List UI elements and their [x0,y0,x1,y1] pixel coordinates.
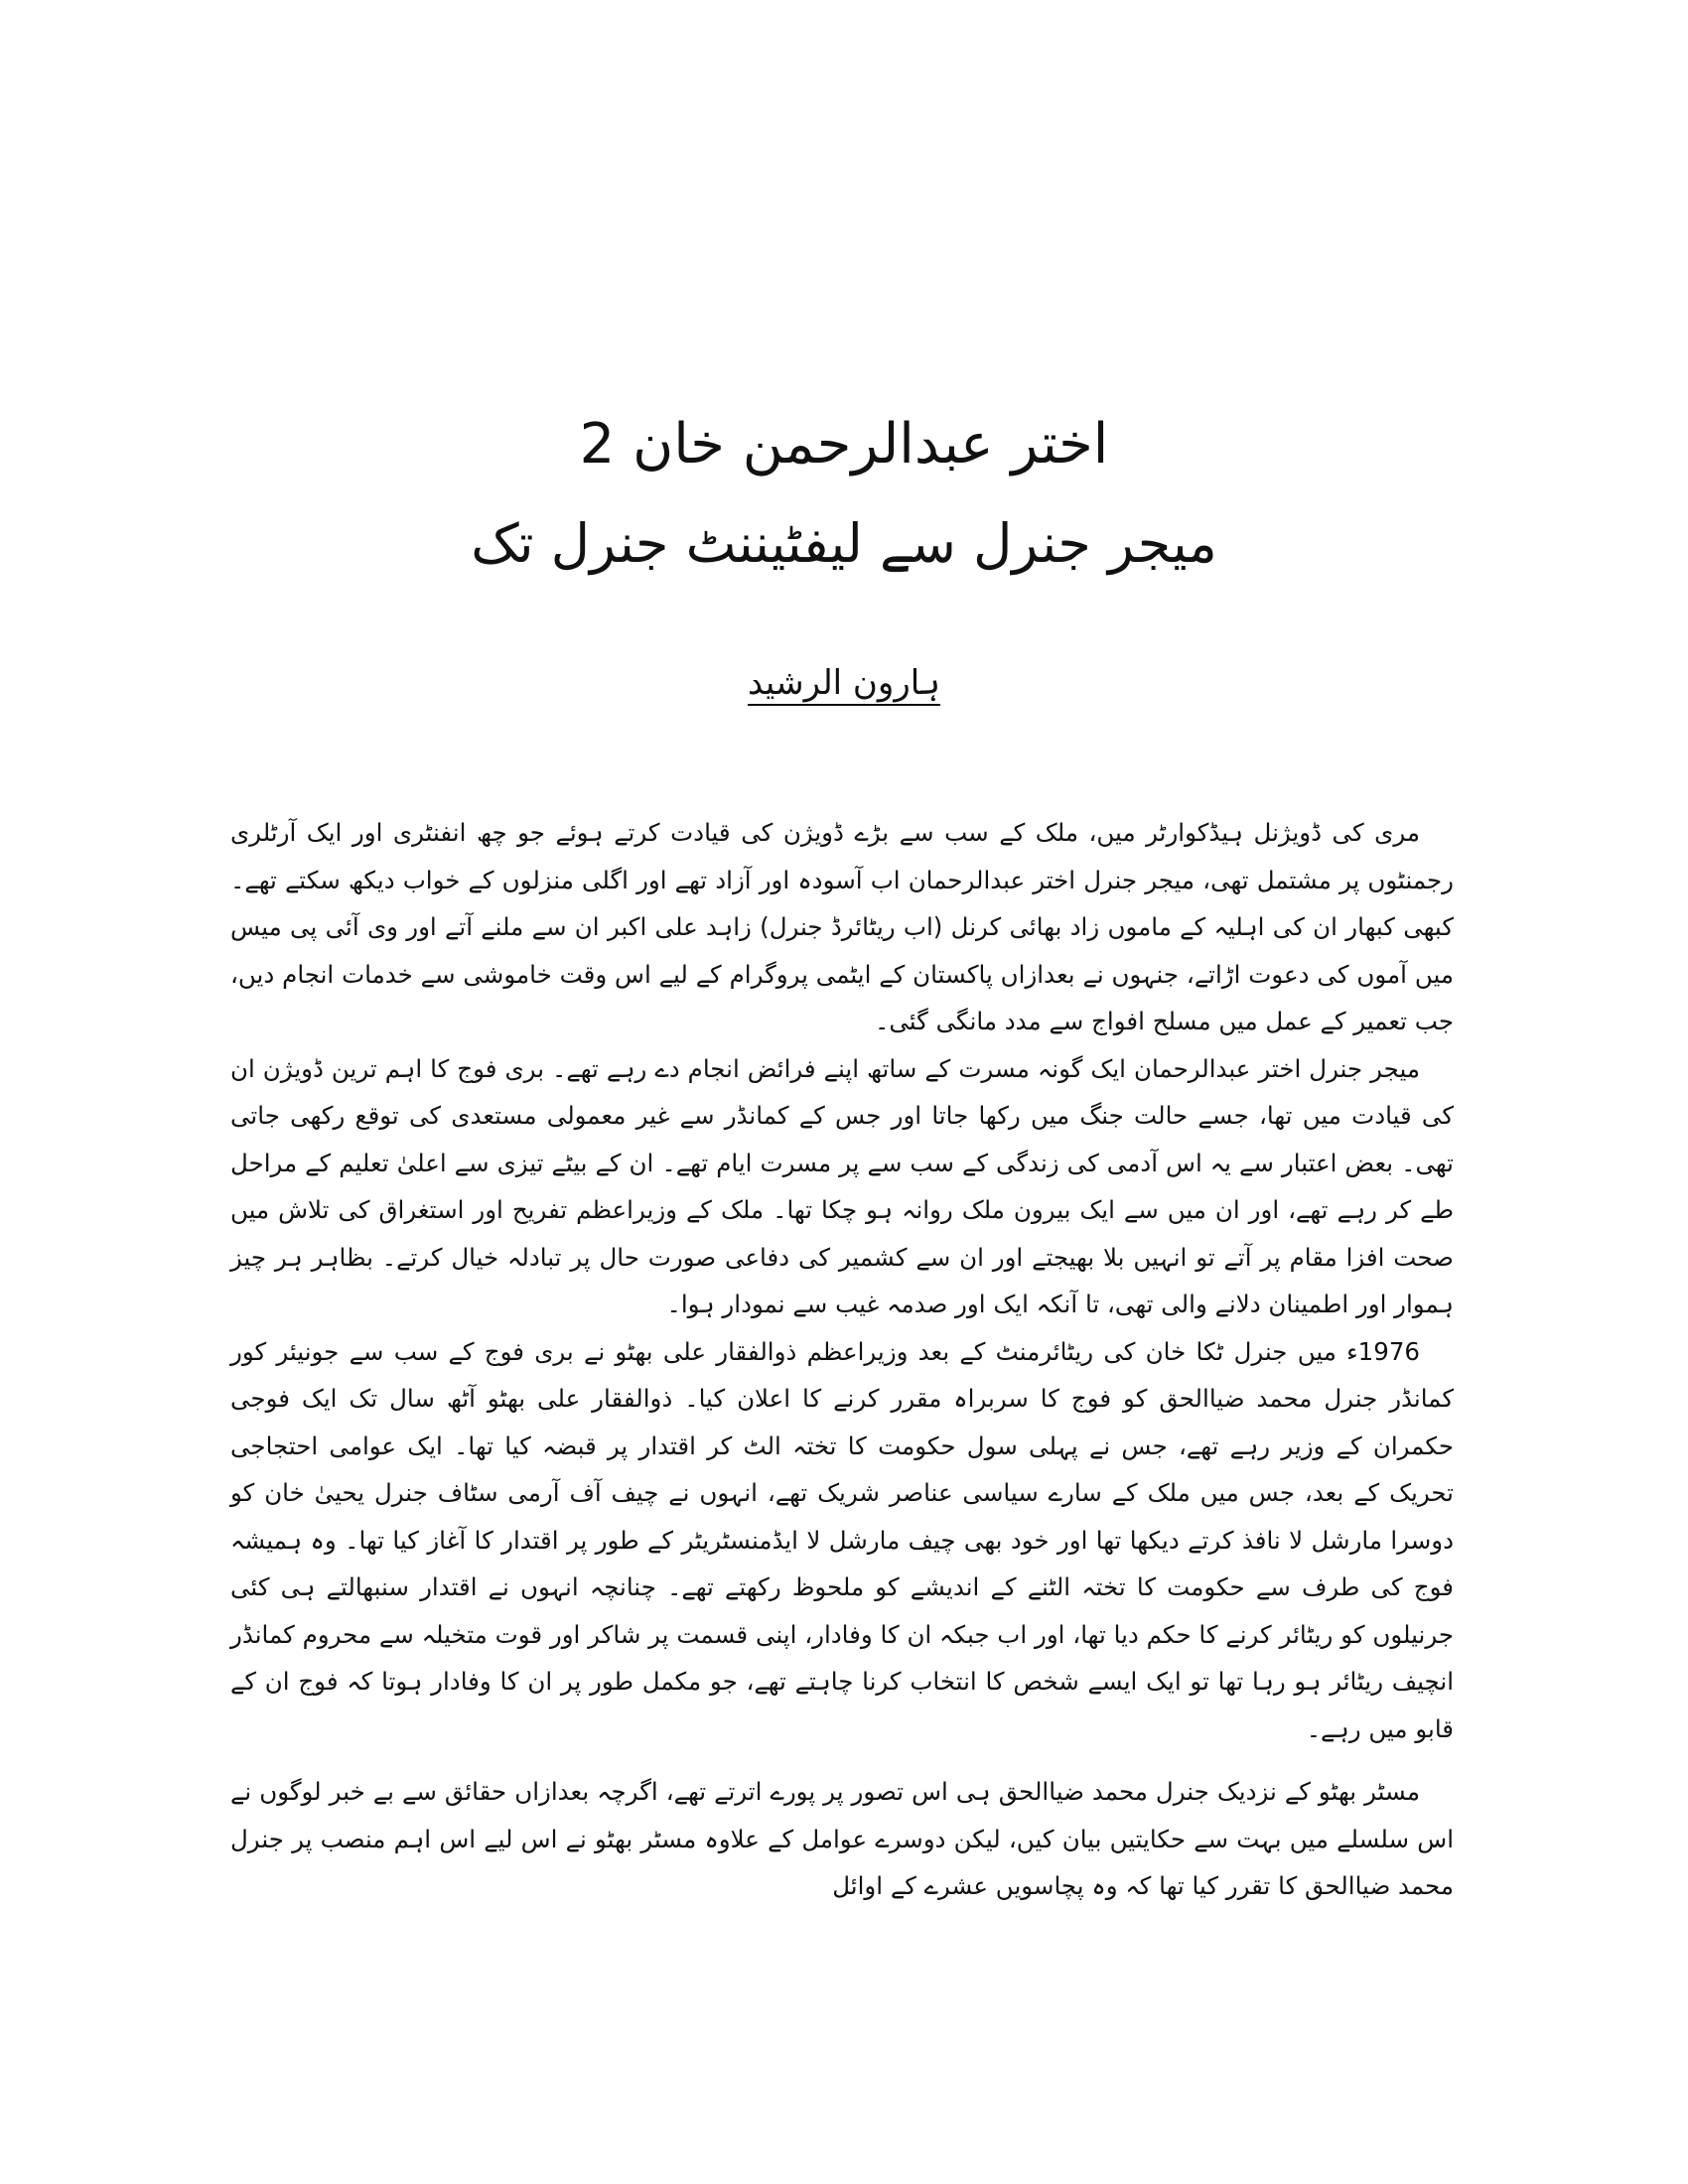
paragraph-1: مری کی ڈویژنل ہیڈکوارٹر میں، ملک کے سب سے بڑے ڈویژن کی قیادت کرتے ہوئے جو چھ انفنٹری اور ایک آرٹلری رجمنٹوں پر مشتمل تھی، میجر جنرل اختر عبدالرحمان اب آسودہ اور آزاد تھے اور اگلی منزلوں کے خواب دیکھ سکتے تھے۔ کبھی کبھار ان کی اہلیہ کے ماموں زاد بھائی کرنل (اب ریٹائرڈ جنرل) زاہد علی اکبر ان سے ملنے آتے اور وی آئی پی میس میں آموں کی دعوت اڑاتے، جنہوں نے بعدازاں پاکستان کے ایٹمی پروگرام کے لیے اس وقت خاموشی سے خدمات انجام دیں، جب تعمیر کے عمل میں مسلح افواج سے مدد مانگی گئی۔ [230,818,1454,1035]
article-body [230,809,1454,1910]
paragraph-2: میجر جنرل اختر عبدالرحمان ایک گونہ مسرت کے ساتھ اپنے فرائض انجام دے رہے تھے۔ بری فوج کا اہم ترین ڈویژن ان کی قیادت میں تھا، جسے حالت جنگ میں رکھا جاتا اور جس کے کمانڈر سے غیر معمولی مستعدی کی توقع رکھی جاتی تھی۔ بعض اعتبار سے یہ اس آدمی کی زندگی کے سب سے پر مسرت ایام تھے۔ ان کے بیٹے تیزی سے اعلیٰ تعلیم کے مراحل طے کر رہے تھے، اور ان میں سے ایک بیرون ملک روانہ ہو چکا تھا۔ ملک کے وزیراعظم تفریح اور استغراق کی تلاش میں صحت افزا مقام پر آتے تو انہیں بلا بھیجتے اور ان سے کشمیر کی دفاعی صورت حال پر تبادلہ خیال کرتے۔ بظاہر ہر چیز ہموار اور اطمینان دلانے والی تھی، تا آنکہ ایک اور صدمہ غیب سے نمودار ہوا۔ [230,1053,1454,1318]
paragraph-4: مسٹر بھٹو کے نزدیک جنرل محمد ضیاالحق ہی اس تصور پر پورے اترتے تھے، اگرچہ بعدازاں حقائق سے بے خبر لوگوں نے اس سلسلے میں بہت سے حکایتیں بیان کیں، لیکن دوسرے عوامل کے علاوہ مسٹر بھٹو نے اس لیے اس اہم منصب پر جنرل محمد ضیاالحق کا تقرر کیا تھا کہ وہ پچاسویں عشرے کے اوائل [230,1777,1454,1900]
page-title: اختر عبدالرحمن خان 2 [579,412,1109,477]
paragraph-3: 1976ء میں جنرل ٹکا خان کی ریٹائرمنٹ کے بعد وزیراعظم ذوالفقار علی بھٹو نے بری فوج کے سب سے جونیئر کور کمانڈر جنرل محمد ضیاالحق کو فوج کا سربراہ مقرر کرنے کا اعلان کیا۔ ذوالفقار علی بھٹو آٹھ سال تک ایک فوجی حکمران کے وزیر رہے تھے، جس نے پہلی سول حکومت کا تختہ الٹ کر اقتدار پر قبضہ کیا تھا۔ ایک عوامی احتجاجی تحریک کے بعد، جس میں ملک کے سارے سیاسی عناصر شریک تھے، انہوں نے چیف آف آرمی سٹاف جنرل یحییٰ خان کو دوسرا مارشل لا نافذ کرتے دیکھا تھا اور خود بھی چیف مارشل لا ایڈمنسٹریٹر کے طور پر اقتدار کا آغاز کیا تھا۔ وہ ہمیشہ فوج کی طرف سے حکومت کا تختہ الٹنے کے اندیشے کو ملحوظ رکھتے تھے۔ چنانچہ انہوں نے اقتدار سنبھالتے ہی کئی جرنیلوں کو ریٹائر کرنے کا حکم دیا تھا، اور اب جبکہ ان کا وفادار، اپنی قسمت پر شاکر اور قوت متخیلہ سے محروم کمانڈر انچیف ریٹائر ہو رہا تھا تو ایک ایسے شخص کا انتخاب کرنا چاہتے تھے، جو مکمل طور پر ان کا وفادار ہوتا کہ فوج ان کے قابو میں رہے۔ [230,1336,1454,1743]
author-name: ہارون الرشید [747,663,941,703]
author-line [0,655,1688,711]
title-block [0,395,1688,594]
page-subtitle: میجر جنرل سے لیفٹیننٹ جنرل تک [471,512,1217,575]
